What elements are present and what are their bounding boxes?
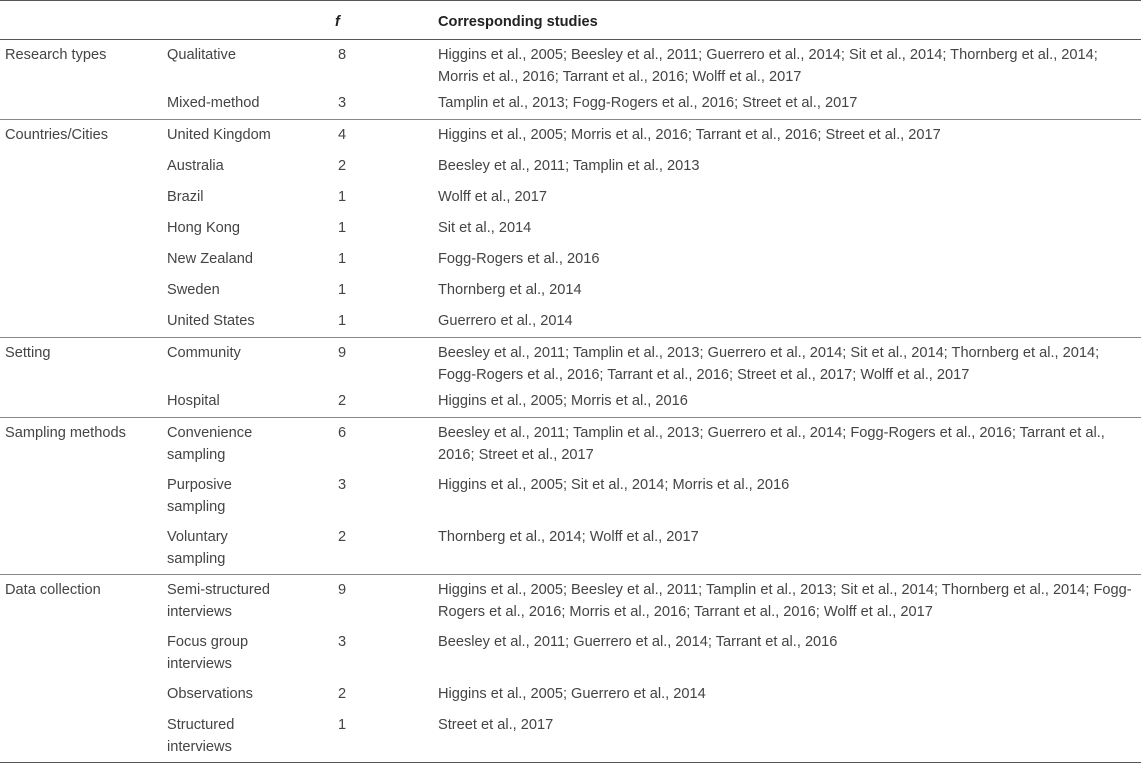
header-col2 xyxy=(167,1,335,40)
subcategory-cell: United Kingdom xyxy=(167,120,335,152)
table-row xyxy=(0,182,1141,213)
studies-cell: Street et al., 2017 xyxy=(438,710,1141,763)
header-col1 xyxy=(0,1,167,40)
studies-cell: Wolff et al., 2017 xyxy=(438,189,547,205)
studies-cell: Higgins et al., 2005; Morris et al., 2016 xyxy=(438,393,688,409)
table-row xyxy=(0,470,1141,522)
frequency-cell: 1 xyxy=(335,710,438,763)
frequency-cell: 1 xyxy=(338,251,347,267)
studies-cell: Higgins et al., 2005; Beesley et al., 2011; Guerrero et al., 2014; Sit et al., 2014; Thornberg et al., 2014; Morris et al., 2016; Tarrant et al., 2016; Wolff et al., 2017 xyxy=(438,40,1141,89)
studies-cell: Fogg-Rogers et al., 2016 xyxy=(438,251,600,267)
table-row xyxy=(0,120,1141,152)
subcategory-cell: Community xyxy=(167,338,335,387)
category-cell: Data collection xyxy=(0,575,167,763)
studies-cell: Higgins et al., 2005; Guerrero et al., 2014 xyxy=(438,686,706,702)
studies-cell: Tamplin et al., 2013; Fogg-Rogers et al., 2016; Street et al., 2017 xyxy=(438,95,858,111)
category-cell: Sampling methods xyxy=(0,418,167,575)
studies-cell: Higgins et al., 2005; Sit et al., 2014; Morris et al., 2016 xyxy=(438,477,790,493)
table-row xyxy=(0,338,1141,387)
table-header-row xyxy=(0,1,1141,40)
frequency-cell: 1 xyxy=(338,220,347,236)
subcategory-cell: Convenience sampling xyxy=(167,418,335,471)
frequency-cell: 4 xyxy=(335,120,438,152)
category-cell: Countries/Cities xyxy=(0,120,167,338)
table-row xyxy=(0,627,1141,679)
frequency-cell: 1 xyxy=(338,189,347,205)
frequency-cell: 9 xyxy=(335,338,438,387)
studies-cell: Higgins et al., 2005; Beesley et al., 2011; Tamplin et al., 2013; Sit et al., 2014; Thornberg et al., 2014; Fogg-Rogers et al., 2016; Morris et al., 2016; Tarrant et al., 2016; Wolff et al., 2017 xyxy=(438,575,1141,628)
frequency-cell: 8 xyxy=(335,40,438,89)
table-row xyxy=(0,88,1141,120)
studies-cell: Guerrero et al., 2014 xyxy=(438,313,573,329)
frequency-cell: 3 xyxy=(338,634,347,650)
table-row xyxy=(0,575,1141,628)
frequency-cell: 9 xyxy=(335,575,438,628)
table-row xyxy=(0,522,1141,575)
subcategory-cell: Voluntary sampling xyxy=(167,529,228,567)
subcategory-cell: Australia xyxy=(167,158,224,174)
subcategory-cell: Brazil xyxy=(167,189,204,205)
studies-cell: Beesley et al., 2011; Tamplin et al., 2013; Guerrero et al., 2014; Fogg-Rogers et al., 2016; Tarrant et al., 2016; Street et al., 2017 xyxy=(438,418,1141,471)
subcategory-cell: Qualitative xyxy=(167,40,335,89)
subcategory-cell: Mixed-method xyxy=(167,95,260,111)
table-row xyxy=(0,710,1141,763)
subcategory-cell: Observations xyxy=(167,686,253,702)
frequency-cell: 2 xyxy=(338,529,347,545)
table-row xyxy=(0,244,1141,275)
table-row xyxy=(0,275,1141,306)
table-body xyxy=(0,40,1141,763)
subcategory-cell: Purposive sampling xyxy=(167,477,232,515)
studies-cell: Beesley et al., 2011; Guerrero et al., 2014; Tarrant et al., 2016 xyxy=(438,634,838,650)
frequency-cell: 3 xyxy=(338,95,347,111)
studies-cell: Higgins et al., 2005; Morris et al., 2016; Tarrant et al., 2016; Street et al., 2017 xyxy=(438,120,1141,152)
frequency-cell: 1 xyxy=(338,313,347,329)
subcategory-cell: Hospital xyxy=(167,393,220,409)
studies-cell: Beesley et al., 2011; Tamplin et al., 2013; Guerrero et al., 2014; Sit et al., 2014; Thornberg et al., 2014; Fogg-Rogers et al., 2016; Tarrant et al., 2016; Street et al., 2017; Wolff et al., 2017 xyxy=(438,338,1141,387)
table-row xyxy=(0,40,1141,89)
table-row xyxy=(0,213,1141,244)
frequency-cell: 2 xyxy=(338,686,347,702)
frequency-cell: 1 xyxy=(338,282,347,298)
table-row xyxy=(0,679,1141,710)
header-corresponding-studies: Corresponding studies xyxy=(438,1,1141,40)
subcategory-cell: Semi-structured interviews xyxy=(167,575,335,628)
category-cell: Setting xyxy=(0,338,167,418)
category-cell: Research types xyxy=(0,40,167,120)
studies-cell: Beesley et al., 2011; Tamplin et al., 2013 xyxy=(438,158,700,174)
table-row xyxy=(0,386,1141,418)
subcategory-cell: Hong Kong xyxy=(167,220,241,236)
table-row xyxy=(0,418,1141,471)
studies-cell: Thornberg et al., 2014 xyxy=(438,282,582,298)
subcategory-cell: Sweden xyxy=(167,282,220,298)
header-frequency: f xyxy=(335,1,438,40)
subcategory-cell: New Zealand xyxy=(167,251,253,267)
frequency-cell: 2 xyxy=(338,393,347,409)
frequency-cell: 2 xyxy=(338,158,347,174)
frequency-cell: 3 xyxy=(338,477,347,493)
studies-cell: Sit et al., 2014 xyxy=(438,220,532,236)
table-row xyxy=(0,151,1141,182)
studies-cell: Thornberg et al., 2014; Wolff et al., 2017 xyxy=(438,529,699,545)
subcategory-cell: United States xyxy=(167,313,255,329)
subcategory-cell: Structured interviews xyxy=(167,710,335,763)
subcategory-cell: Focus group interviews xyxy=(167,634,249,672)
frequency-cell: 6 xyxy=(335,418,438,471)
table-row xyxy=(0,306,1141,338)
